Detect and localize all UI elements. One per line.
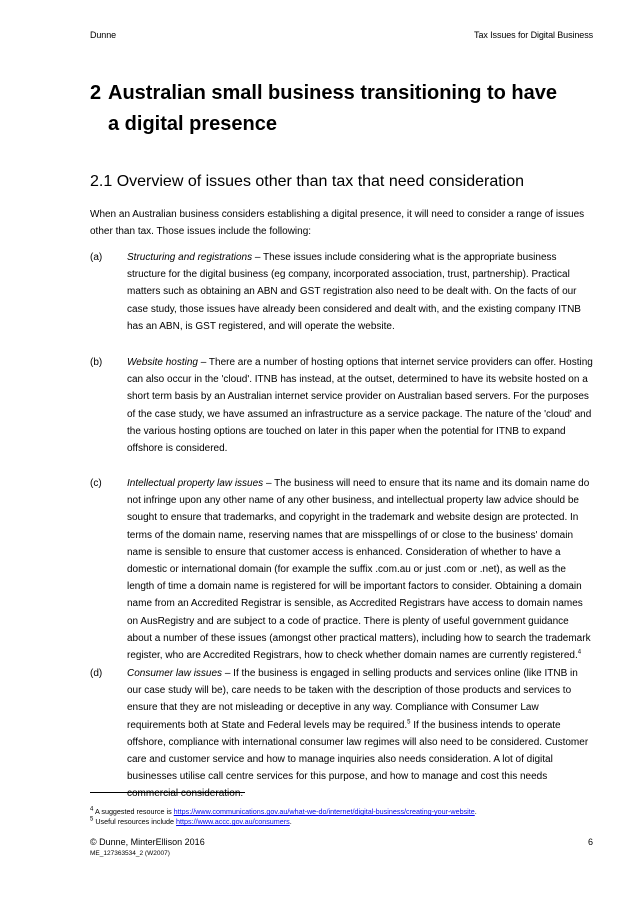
list-item-text: – If the business is engaged in selling products and services online (like ITNB in our case study will be), care needs to be taken with the description of those products and services to ensure that they are not misleading or deceptive in any way. Compliance with Consumer Law requirements both at State and Federal levels may be required. (127, 668, 578, 731)
header-title: Tax Issues for Digital Business (474, 30, 593, 40)
section-title-line2: a digital presence (108, 113, 277, 135)
footnote-text: A suggested resource is (94, 807, 174, 816)
footnote-suffix: . (474, 807, 477, 816)
footnote-number: 4 (90, 806, 94, 813)
footnote-ref[interactable]: 5 (407, 719, 411, 726)
footnote-text: Useful resources include (95, 817, 177, 826)
footnote-suffix: . (289, 817, 292, 826)
intro-paragraph: When an Australian business considers establishing a digital presence, it will need to consider a range of issues other than tax. Those issues include the following: (90, 209, 585, 238)
footnote-4 (90, 807, 610, 817)
list-item-d (90, 665, 595, 803)
list-item-text: – These issues include considering what is the appropriate business structure for the digital business (eg company, incorporated association, trust, partnership). Practical matters such as obtaining an ABN and GST registration also need to be dealt with. On the facts of our case study, those issues have already been considered and dealt with, and the existing company ITNB has an ABN, is GST registered, and will operate the website. (127, 252, 581, 332)
footer-copyright: © Dunne, MinterEllison 2016 (90, 837, 205, 847)
list-item-label: (d) (90, 668, 103, 679)
section-number: 2 (90, 82, 102, 104)
list-item-text: – The business will need to ensure that its name and its domain name do not infringe upon any other name of any other business, and intellectual property law advice should be sought to ensure that trademarks, and copyright in the trademark and website design are protected. In terms of the domain name, reserving names that are misspellings of or close to the business' domain name is sensible to ensure that customer access is enhanced. Consideration of whether to have a domestic or international domain (for example the suffix .com.au or just .com or .net), as well as the length of time a domain name is registered for will be important factors to consider. Obtaining a domain name from an Accredited Registrar is sensible, as Accredited Registrars have access to domain names on AusRegistry and are subject to a code of practice. There is plenty of useful government guidance about a number of these issues (amongst other practical matters), including how to search the trademark register, who are Accredited Registrars, how to check whether domain names are currently registered. (127, 478, 591, 662)
list-item-title: Consumer law issues (127, 668, 223, 679)
list-item-label: (b) (90, 357, 103, 368)
subsection-heading: 2.1 Overview of issues other than tax that need consideration (90, 173, 525, 190)
list-item-c (90, 475, 595, 664)
footnote-5 (90, 817, 610, 827)
list-item-label: (a) (90, 252, 103, 263)
list-item-title: Website hosting (127, 357, 198, 368)
footnote-number: 5 (90, 816, 94, 823)
footnote-link[interactable]: https://www.accc.gov.au/consumers (176, 817, 290, 826)
footnote-link[interactable]: https://www.communications.gov.au/what-we-do/internet/digital-business/creating-your-website (173, 807, 475, 816)
page-number: 6 (587, 837, 593, 847)
section-heading (90, 78, 610, 140)
list-item-text-cont: If the business intends to operate offshore, compliance with international consumer law regimes will also need to be considered. Customer care and customer service and how to manage inquiries also needs consideration. A lot of digital businesses utilise call centre services for this purpose, and how to manage and cost this needs commercial consideration. (127, 719, 589, 800)
list-item-a (90, 249, 595, 335)
list-item-label: (c) (90, 478, 102, 489)
list-item-title: Intellectual property law issues (127, 478, 264, 489)
list-item-b (90, 354, 595, 457)
footnote-ref[interactable]: 4 (577, 649, 582, 656)
list-item-text: – There are a number of hosting options that internet service providers can offer. Hosting can also occur in the 'cloud'. ITNB has instead, at the outset, determined to have its website hosted on a short term basis by an Australian internet service provider on Australian based servers. For the purposes of the case study, we have assumed an infrastructure as a service package. The nature of the 'cloud' and the various hosting options are touched on later in this paper when the potential for ITNB to expand offshore is considered. (127, 357, 593, 455)
list-item-title: Structuring and registrations (127, 252, 253, 263)
footnote-divider (90, 792, 245, 793)
footer-doc-id: ME_127363534_2 (W2007) (90, 850, 170, 857)
section-title-line1: Australian small business transitioning to have (108, 82, 557, 104)
header-author: Dunne (90, 30, 117, 40)
